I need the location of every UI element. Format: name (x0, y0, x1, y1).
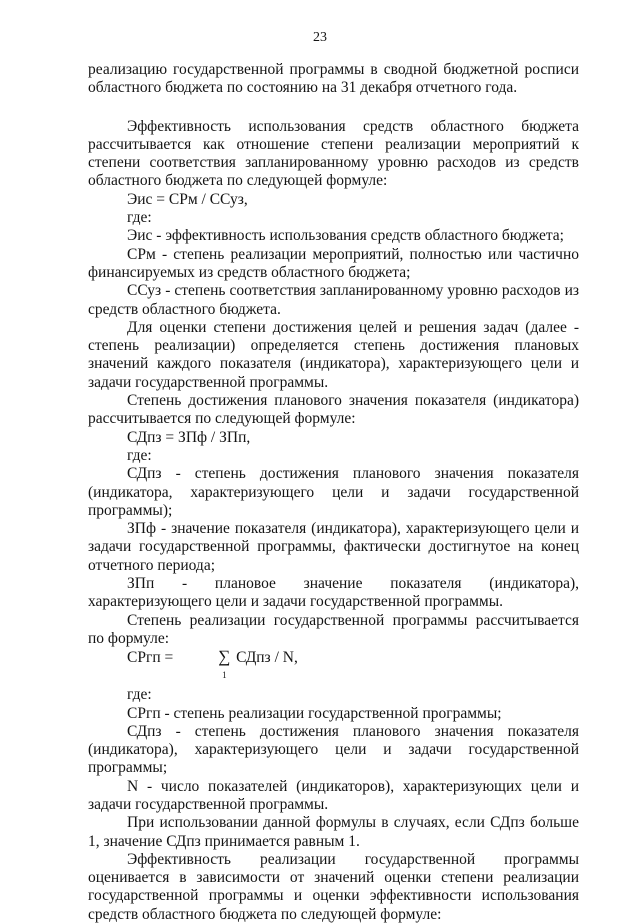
where-label: где: (127, 686, 152, 704)
where-label: где: (127, 446, 152, 464)
definition-ssuz: ССуз - степень соответствия запланированному уровню расходов из средств областного бюджета. (88, 282, 579, 318)
sum-symbol (179, 647, 231, 681)
page-number: 23 (313, 30, 327, 45)
definition-zpp: ЗПп - плановое значение показателя (индикатора), характеризующего цели и задачи государственной программы. (88, 575, 579, 611)
sum-sign: ∑ (218, 647, 231, 667)
paragraph-program-efficiency-intro: Эффективность реализации государственной программы оценивается в зависимости от значений оценки степени реализации государственной программы и оценки эффективности использования средств областного бюджета по следующей формуле: (88, 850, 579, 923)
definition-n: N - число показателей (индикаторов), характеризующих цели и задачи государственной программы. (88, 777, 579, 813)
definition-zpf: ЗПф - значение показателя (индикатора), характеризующего цели и задачи государственной программы, фактически достигнутое на конец отчетного периода; (88, 520, 579, 574)
paragraph-cap-rule: При использовании данной формулы в случаях, если СДпз больше 1, значение СДпз принимается равным 1. (88, 814, 579, 850)
definition-srgp: СРгп - степень реализации государственной программы; (127, 704, 502, 722)
body-text (88, 61, 579, 924)
sum-index: 1 (222, 670, 227, 681)
formula-eis: Эис = СРм / ССуз, (127, 190, 248, 208)
formula-rest: / N, (274, 649, 298, 667)
formula-term: СДпз (236, 649, 271, 667)
definition-srm: СРм - степень реализации мероприятий, полностью или частично финансируемых из средств областного бюджета; (88, 245, 579, 281)
paragraph-indicator-intro: Степень достижения планового значения показателя (индикатора) рассчитывается по следующей формуле: (88, 392, 579, 428)
formula-sdpz: СДпз = ЗПф / ЗПп, (127, 428, 251, 446)
paragraph-goal-assessment: Для оценки степени достижения целей и решения задач (далее - степень реализации) определяется степень достижения плановых значений каждого показателя (индикатора), характеризующего цели и задачи государственной программы. (88, 318, 579, 391)
paragraph-continuation: реализацию государственной программы в сводной бюджетной росписи областного бюджета по состоянию на 31 декабря отчетного года. (88, 61, 579, 97)
formula-srgp (88, 648, 579, 686)
paragraph-program-degree-intro: Степень реализации государственной программы рассчитывается по формуле: (88, 611, 579, 647)
definition-sdpz-2: СДпз - степень достижения планового значения показателя (индикатора), характеризующего цели и задачи государственной программы; (88, 722, 579, 777)
definition-eis: Эис - эффективность использования средств областного бюджета; (127, 227, 564, 245)
where-label: где: (127, 209, 152, 227)
definition-sdpz: СДпз - степень достижения планового значения показателя (индикатора, характеризующего цели и задачи государственной программы); (88, 465, 579, 519)
formula-equals: = (164, 649, 174, 667)
formula-lhs: СРгп (127, 649, 161, 667)
paragraph-efficiency-intro: Эффективность использования средств областного бюджета рассчитывается как отношение степени реализации мероприятий к степени соответствия запланированному уровню расходов из средств областного бюджета по следующей формуле: (88, 117, 579, 190)
